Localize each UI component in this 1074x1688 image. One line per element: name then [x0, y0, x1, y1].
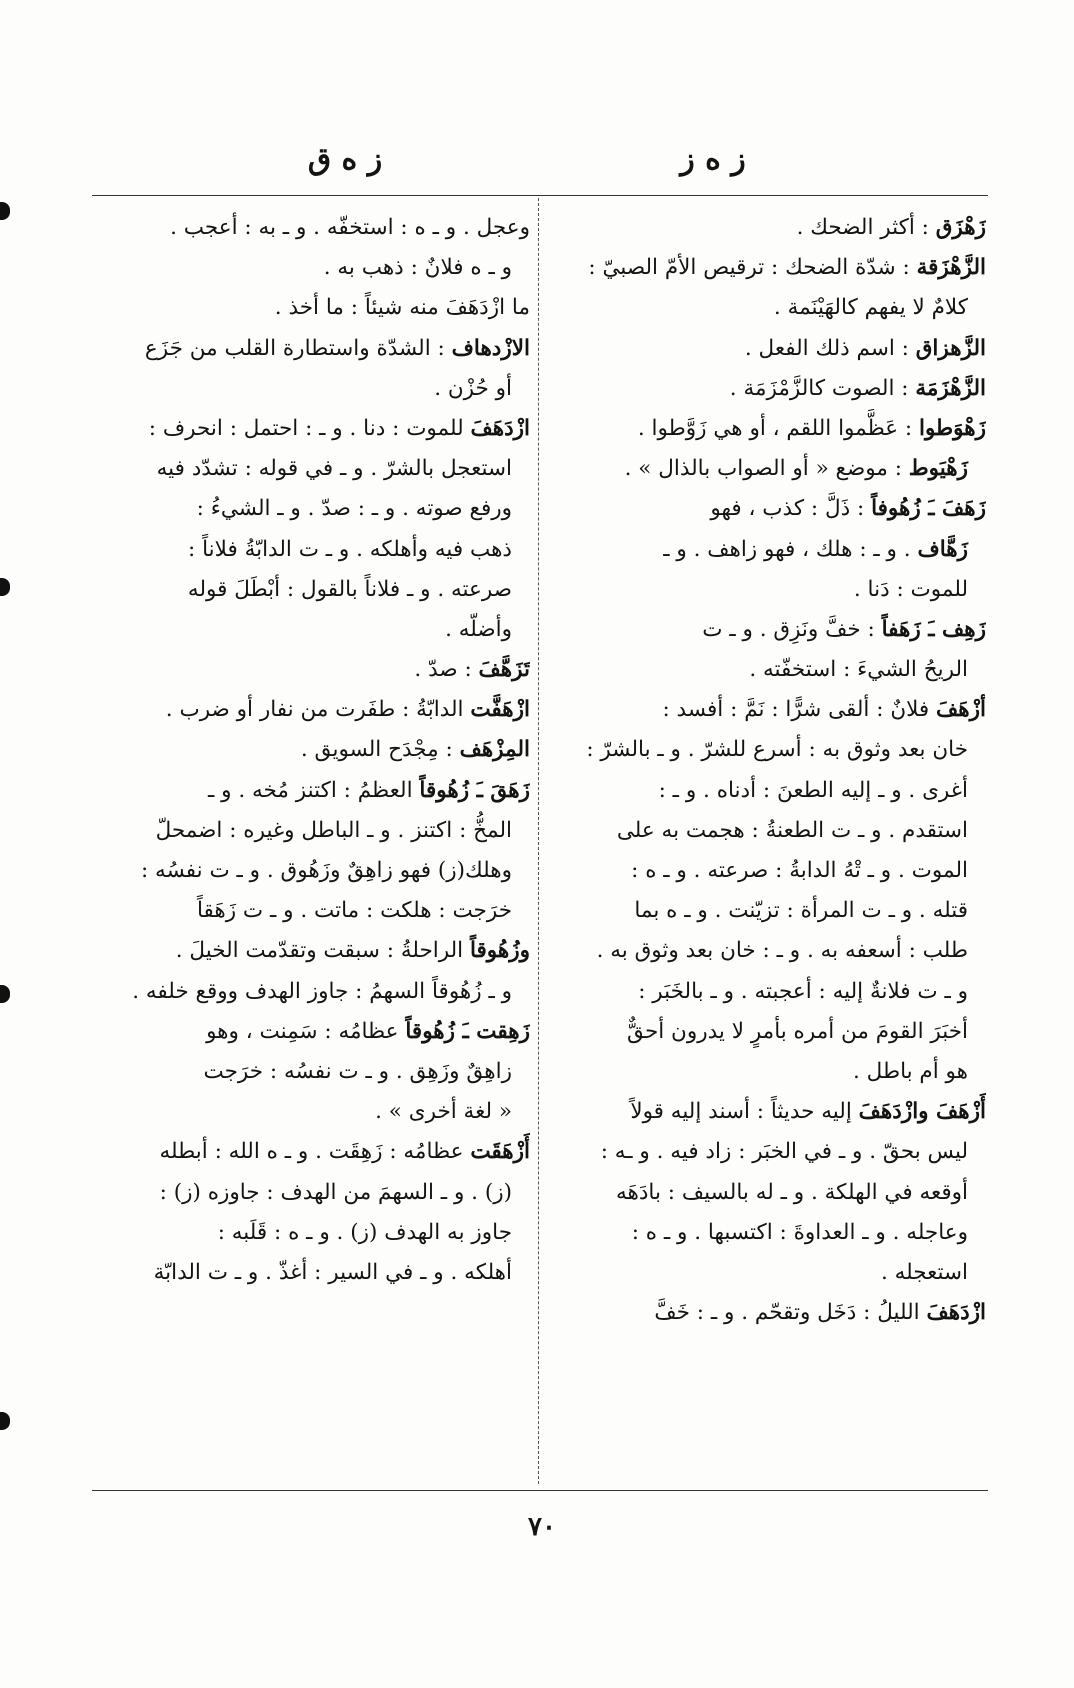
definition-text: : شدّة الضحك : ترقيص الأمّ الصبيّ :: [588, 255, 917, 281]
entry-line: [548, 530, 986, 570]
definition-text: خرَجت : هلكت : ماتت . و ـ ت زَهَقاً: [196, 898, 512, 924]
definition-text: أهلكه . و ـ في السير : أغذّ . و ـ ت الدابّة: [153, 1259, 512, 1285]
entry-line: [548, 891, 986, 931]
definition-text: كلامٌ لا يفهم كالهَيْنَمة .: [773, 295, 968, 321]
definition-text: وأضلّه .: [445, 616, 512, 642]
edge-mark: [0, 202, 10, 220]
entry-line: [548, 449, 986, 489]
definition-text: خان بعد وثوق به : أسرع للشرّ . و ـ بالشرّ :: [586, 737, 968, 763]
definition-text: « لغة أخرى » .: [375, 1099, 512, 1125]
headword: الزَّهْزَمَة: [915, 375, 986, 401]
definition-text: ما ازْدَهَفَ منه شيئاً : ما أخذ .: [274, 295, 530, 321]
entry-line: [548, 1173, 986, 1213]
edge-mark: [0, 985, 10, 1003]
entry-line: [92, 771, 530, 811]
top-rule: [92, 195, 988, 196]
entry-line: [548, 1213, 986, 1253]
definition-text: أوقعه في الهلكة . و ـ له بالسيف : بادَهَه: [615, 1179, 968, 1205]
definition-text: الراحلةُ : سبقت وتقدّمت الخيلَ .: [175, 938, 470, 964]
definition-text: ورفع صوته . و ـ : صدّ . و ـ الشيءُ :: [196, 496, 512, 522]
entry-line: [548, 610, 986, 650]
entry-line: [548, 248, 986, 288]
entry-line: [92, 1213, 530, 1253]
definition-text: ذهب فيه وأهلكه . و ـ ت الدابّةُ فلاناً :: [188, 536, 512, 562]
entry-line: [548, 1052, 986, 1092]
left-column: [92, 208, 530, 1293]
entry-line: [92, 1253, 530, 1293]
entry-line: [92, 931, 530, 971]
entry-line: [92, 1052, 530, 1092]
definition-text: : صدّ .: [414, 657, 479, 683]
definition-text: : ذَلَّ : كذب ، فهو: [710, 496, 872, 522]
headword: تَزَهَّفَ: [478, 657, 530, 683]
entry-line: [92, 530, 530, 570]
definition-text: عظامُه : سَمِنت ، وهو: [206, 1018, 406, 1044]
entry-line: [92, 1173, 530, 1213]
entry-line: [92, 248, 530, 288]
edge-mark: [0, 1412, 10, 1430]
entry-line: [92, 409, 530, 449]
entry-line: [548, 730, 986, 770]
definition-text: زاهِقٌ وزَهِق . و ـ ت نفسُه : خرَجت: [203, 1058, 512, 1084]
headword: أزْهَفَ: [936, 697, 986, 723]
entry-line: [92, 690, 530, 730]
headword: وزُهُوقاً: [469, 938, 530, 964]
definition-text: ليس بحقّ . و ـ في الخبَر : زاد فيه . و ـه :: [600, 1139, 968, 1165]
entry-line: [92, 489, 530, 529]
definition-text: للموت : دنا . و ـ : احتمل : انحرف :: [148, 415, 471, 441]
entry-line: [92, 208, 530, 248]
definition-text: فلانٌ : ألقى شرًّا : نَمَّ : أفسد :: [662, 697, 937, 723]
definition-text: وهلك(ز) فهو زاهِقٌ وزَهُوق . و ـ ت نفسُه :: [140, 858, 512, 883]
entry-line: [548, 931, 986, 971]
entry-line: [548, 409, 986, 449]
definition-text: طلب : أسعفه به . و ـ : خان بعد وثوق به .: [596, 938, 968, 964]
headword: الزَّهزاق: [915, 335, 986, 361]
definition-text: الموت . و ـ تْهُ الدابةُ : صرعته . و ـ ه :: [631, 858, 968, 883]
entry-line: [92, 1132, 530, 1172]
entry-line: [548, 851, 986, 891]
entry-line: [548, 288, 986, 328]
entry-line: [92, 891, 530, 931]
definition-text: و ـ ت فلانةٌ إليه : أعجبته . و ـ بالخَبَر :: [638, 978, 968, 1004]
definition-text: : الشدّة واستطارة القلب من جَزَع: [144, 335, 452, 361]
definition-text: استقدم . و ـ ت الطعنةُ : هجمت به على: [616, 817, 968, 843]
entry-line: [548, 570, 986, 610]
headword: زَهَفَ ـَ زُهُوفاً: [871, 496, 986, 522]
entry-line: [548, 811, 986, 851]
entry-line: [548, 1012, 986, 1052]
bottom-rule: [92, 1490, 988, 1491]
entry-line: [548, 771, 986, 811]
running-header-right: ز ه ز: [680, 142, 746, 177]
running-header-left: ز ه ق: [307, 142, 383, 177]
headword: زَهْيَوط: [908, 456, 968, 482]
entry-line: [92, 730, 530, 770]
headword: زَهِقت ـَ زُهُوقاً: [405, 1018, 530, 1044]
entry-line: [92, 610, 530, 650]
entry-line: [548, 1132, 986, 1172]
definition-text: قتله . و ـ ت المرأة : تزيّنت . و ـ ه بما: [634, 898, 968, 924]
headword: المِزْهَف: [459, 737, 530, 763]
entry-line: [548, 650, 986, 690]
edge-mark: [0, 578, 10, 596]
definition-text: : خفَّ ونَزِق . و ـ ت: [702, 616, 882, 642]
definition-text: : اسم ذلك الفعل .: [744, 335, 916, 361]
headword: زَهْوَطوا: [918, 415, 986, 441]
headword: زَهِف ـَ زَهَفاً: [881, 616, 986, 642]
definition-text: أو حُزْن .: [434, 375, 512, 401]
entry-line: [548, 489, 986, 529]
entry-line: [548, 972, 986, 1012]
headword: أَزْهَقَت: [470, 1139, 530, 1165]
right-column: [548, 208, 986, 1333]
entry-line: [92, 329, 530, 369]
definition-text: أغرى . و ـ إليه الطعنَ : أدناه . و ـ :: [658, 777, 968, 803]
headword: ازْهَفَّت: [470, 697, 530, 723]
entry-line: [548, 1293, 986, 1333]
definition-text: للموت : دَنا .: [853, 576, 968, 602]
definition-text: الليلُ : دَخَل وتقحّم . و ـ : خَفَّ: [654, 1300, 927, 1326]
definition-text: استعجل بالشرّ . و ـ في قوله : تشدّد فيه: [156, 456, 512, 482]
entry-line: [92, 570, 530, 610]
entry-line: [548, 690, 986, 730]
entry-line: [548, 369, 986, 409]
definition-text: جاوز به الهدف (ز) . و ـ ه : قَلَبه :: [217, 1219, 512, 1245]
definition-text: وعاجله . و ـ العداوةَ : اكتسبها . و ـ ه :: [631, 1219, 968, 1245]
definition-text: صرعته . و ـ فلاناً بالقول : أبْطَلَ قوله: [187, 576, 512, 602]
headword: ازْدَهَفَ: [470, 415, 530, 441]
entry-line: [92, 1012, 530, 1052]
definition-text: استعجله .: [880, 1259, 968, 1285]
headword: الازْدهاف: [451, 335, 530, 361]
entry-line: [548, 1092, 986, 1132]
page-number: ٧٠: [528, 1512, 556, 1542]
definition-text: وعجل . و ـ ه : استخفّه . و ـ به : أعجب .: [170, 215, 530, 240]
entry-line: [92, 650, 530, 690]
headword: زَهْزَق: [935, 215, 986, 240]
definition-text: الدابّةُ : طفَرت من نفار أو ضرب .: [165, 697, 471, 723]
entry-line: [92, 972, 530, 1012]
definition-text: : مِجْدَح السويق .: [300, 737, 460, 763]
entry-line: [548, 1253, 986, 1293]
definition-text: : أكثر الضحك .: [796, 215, 936, 240]
entry-line: [92, 811, 530, 851]
headword: زَهَقَ ـَ زُهُوقاً: [419, 777, 530, 803]
definition-text: هو أم باطل .: [853, 1058, 968, 1084]
definition-text: المخُّ : اكتنز . و ـ الباطل وغيره : اضمحلّ: [155, 817, 512, 843]
definition-text: أخبَرَ القومَ من أمره بأمرٍ لا يدرون أحقٌّ: [627, 1018, 968, 1044]
column-divider: [538, 198, 539, 1484]
definition-text: : عَظَّموا اللقم ، أو هي زَوَّطوا .: [637, 415, 919, 441]
headword: ازْدَهَفَ: [926, 1300, 986, 1326]
definition-text: : الصوت كالزَّمْزَمَة .: [729, 375, 916, 401]
definition-text: و ـ ه فلانٌ : ذهب به .: [323, 255, 512, 281]
entry-line: [92, 288, 530, 328]
entry-line: [92, 851, 530, 891]
definition-text: : موضع « أو الصواب بالذال » .: [624, 456, 909, 482]
headword: أَزْهَفَ وازْدَهَفَ: [858, 1099, 986, 1125]
entry-line: [548, 208, 986, 248]
definition-text: الريحُ الشيءَ : استخفّته .: [749, 657, 968, 683]
entry-line: [92, 369, 530, 409]
headword: زَهَّاف: [917, 536, 968, 562]
entry-line: [92, 1092, 530, 1132]
entry-line: [548, 329, 986, 369]
definition-text: و ـ زُهُوقاً السهمُ : جاوز الهدف ووقع خلفه .: [132, 978, 512, 1004]
definition-text: عظامُه : زَهِقَت . و ـ ه الله : أبطله: [159, 1139, 471, 1165]
headword: الزَّهْزَقة: [916, 255, 986, 281]
definition-text: إليه حديثاً : أسند إليه قولاً: [630, 1099, 859, 1125]
entry-line: [92, 449, 530, 489]
definition-text: العظمُ : اكتنز مُخه . و ـ: [208, 777, 420, 803]
definition-text: (ز) . و ـ السهمَ من الهدف : جاوزه (ز) :: [159, 1179, 512, 1205]
definition-text: . و ـ : هلك ، فهو زاهف . و ـ: [663, 536, 918, 562]
